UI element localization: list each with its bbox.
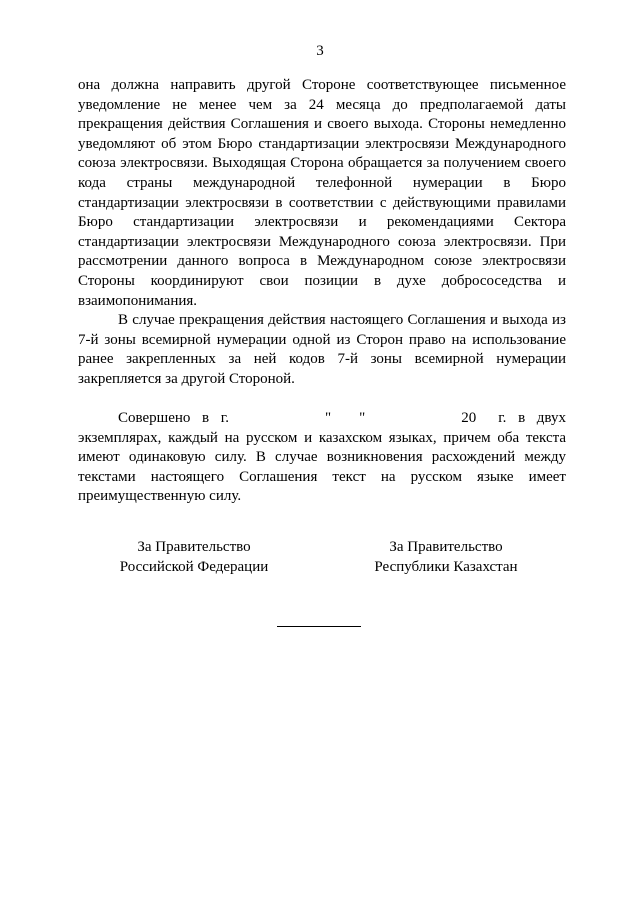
page-number: 3 bbox=[316, 43, 324, 59]
paragraph-closing bbox=[78, 409, 566, 507]
signature-line-1: За Правительство bbox=[389, 539, 503, 555]
paragraph-termination: В случае прекращения действия настоящего Соглашения и выхода из 7-й зоны всемирной нумерации одной из Сторон право на использование ранее закрепленных за ней кодов 7-й зоны всемирной нумерации закрепляется за другой Стороной. bbox=[78, 312, 566, 387]
closing-quote-open: " bbox=[324, 410, 332, 427]
closing-year-prefix: 20 bbox=[461, 410, 477, 427]
signature-russia bbox=[74, 538, 314, 577]
closing-place-prefix: Совершено в г. bbox=[118, 410, 229, 427]
end-rule bbox=[277, 626, 361, 627]
closing-quote-close: " bbox=[359, 410, 366, 427]
signature-line-1: За Правительство bbox=[137, 539, 251, 555]
signature-kazakhstan bbox=[326, 538, 566, 577]
signature-line-2: Российской Федерации bbox=[119, 558, 269, 575]
closing-year-suffix: г. в двух bbox=[498, 410, 566, 427]
paragraph-continuation: она должна направить другой Стороне соответствующее письменное уведомление не менее чем за 24 месяца до предполагаемой даты прекращения действия Соглашения и своего выхода. Стороны немедленно уведомляют об этом Бюро стандартизации электросвязи Международного союза электросвязи. Выходящая Сторона обращается за получением своего кода страны международной телефонной нумерации в Бюро стандартизации электросвязи в соответствии с действующими правилами Бюро стандартизации электросвязи и рекомендациями Сектора стандартизации электросвязи Международного союза электросвязи. При рассмотрении данного вопроса в Международном союзе электросвязи Стороны координируют свои позиции в духе добрососедства и взаимопонимания. bbox=[78, 77, 566, 309]
signature-line-2: Республики Казахстан bbox=[374, 558, 518, 575]
closing-rest: экземплярах, каждый на русском и казахском языках, причем оба текста имеют одинаковую силу. В случае возникновения расхождений между текстами настоящего Соглашения текст на русском языке имеет преимущественную силу. bbox=[78, 429, 566, 505]
document-body bbox=[78, 76, 566, 507]
